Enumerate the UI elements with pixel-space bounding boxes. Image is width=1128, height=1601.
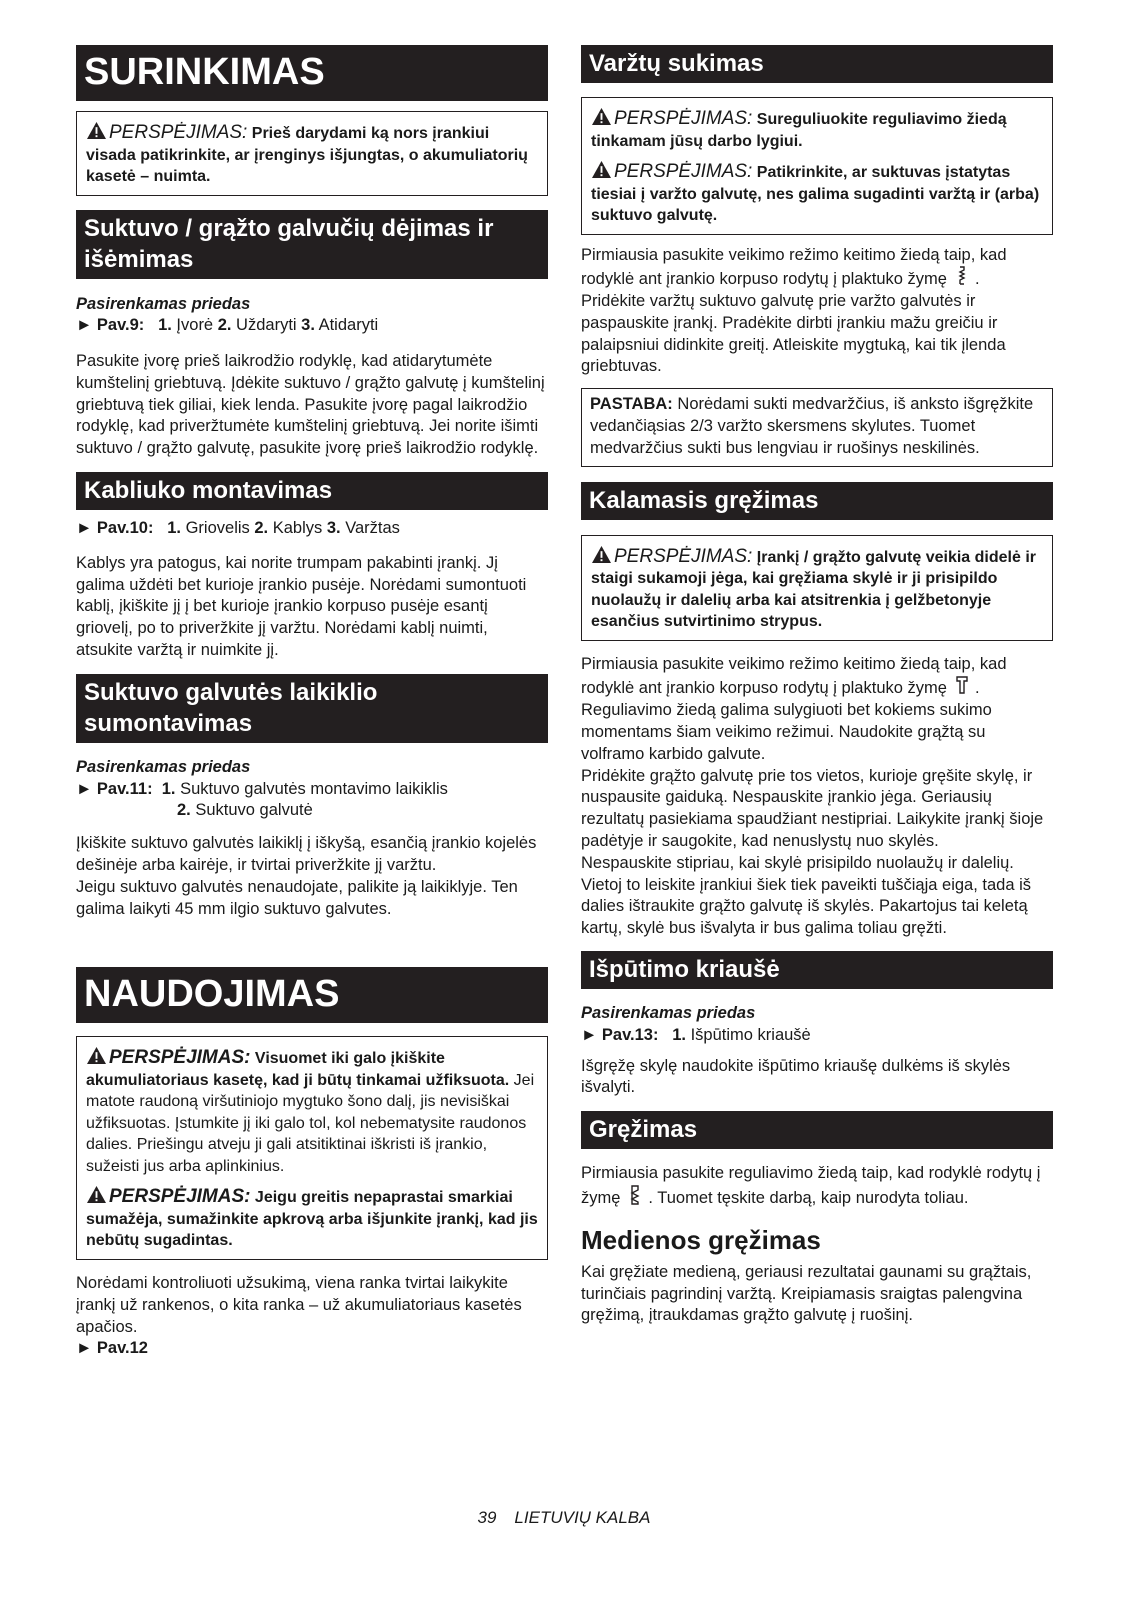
warning-label: PERSPĖJIMAS: xyxy=(614,108,753,129)
note-label: PASTABA: xyxy=(590,395,673,414)
warning-label: PERSPĖJIMAS: xyxy=(614,545,753,567)
subsection-title-wood-drilling: Medienos gręžimas xyxy=(581,1224,821,1255)
section-title-blow-out-bulb: Išpūtimo kriaušė xyxy=(581,951,1053,989)
page-number: 39 xyxy=(477,1508,497,1527)
optional-accessory-label: Pasirenkamas priedas xyxy=(76,294,251,313)
section-title-naudojimas: NAUDOJIMAS xyxy=(76,967,548,1023)
warning-triangle-icon xyxy=(591,107,612,126)
paragraph: Įkiškite suktuvo galvutės laikiklį į iškyšą, esančią įrankio kojelės dešinėje arba kairėje, ir tvirtai priveržkite jį varžtu. xyxy=(76,834,537,875)
paragraph: Pridėkite varžtų suktuvo galvutę prie varžto galvutės ir paspauskite įrankį. Pradėkite dirbti įrankiu mažu greičiu ir palaipsniui didinkite greitį. Atleiskite mygtuką, kai tik įlenda griebtuvas. xyxy=(581,292,1006,376)
section-title-screwdriving: Varžtų sukimas xyxy=(581,45,1053,83)
warning-triangle-icon xyxy=(86,1185,107,1204)
page-footer xyxy=(0,1507,1128,1529)
warning-text: PERSPĖJIMAS: Jeigu greitis nepaprastai smarkiai sumažėja, sumažinkite apkrovą arba išjunkite įrankį, kad jis nebūtų sugadintas. xyxy=(86,1186,538,1250)
warning-box xyxy=(581,535,1053,641)
left-column xyxy=(76,45,548,1360)
warning-box xyxy=(76,111,548,196)
figure-reference: ► Pav.10: 1. Griovelis 2. Kablys 3. Varžtas xyxy=(76,519,400,538)
note-text: PASTABA: Norėdami sukti medvaržčius, iš anksto išgręžkite vedančiąsias 2/3 varžto skersmens skylutes. Tuomet medvaržčius sukti bus lengviau ir ruošinys neskilinės. xyxy=(590,395,1034,457)
paragraph: Pirmiausia pasukite reguliavimo žiedą taip, kad rodyklė rodytų į žymę . Tuomet tęskite darbą, kaip nurodyta toliau. xyxy=(581,1164,1041,1208)
section-title-bit-holder: Suktuvo galvutės laikiklio sumontavimas xyxy=(76,674,548,743)
figure-reference-item: 2. Suktuvo galvutė xyxy=(177,801,313,820)
warning-label: PERSPĖJIMAS: xyxy=(109,122,248,143)
paragraph: Pirmiausia pasukite veikimo režimo keitimo žiedą taip, kad rodyklė ant įrankio korpuso rodytų į plaktuko žymę . xyxy=(581,245,1007,289)
warning-text: PERSPĖJIMAS: Patikrinkite, ar suktuvas įstatytas tiesiai į varžto galvutę, nes galima sugadinti varžtą ir (arba) suktuvo galvutę. xyxy=(591,161,1040,224)
warning-text: PERSPĖJIMAS: Įrankį / grąžto galvutę veikia didelė ir staigi sukamoji jėga, kai gręžiama skylė ir ji prisipildo nuolaužų ir dalelių arba kai atsitrenkia į gelžbetonyje esančius sutvirtinimo strypus. xyxy=(591,545,1036,631)
optional-accessory-label: Pasirenkamas priedas xyxy=(581,1004,756,1023)
section-title-hammer-drilling: Kalamasis gręžimas xyxy=(581,482,1053,520)
warning-label: PERSPĖJIMAS: xyxy=(109,1186,251,1208)
figure-reference: ► Pav.12 xyxy=(76,1339,148,1358)
warning-label: PERSPĖJIMAS: xyxy=(109,1047,251,1069)
optional-accessory-label: Pasirenkamas priedas xyxy=(76,757,251,776)
screw-mode-icon xyxy=(955,266,969,286)
warning-box xyxy=(76,1036,548,1260)
warning-label: PERSPĖJIMAS: xyxy=(614,161,753,182)
paragraph: Nespauskite stipriau, kai skylė prisipildo nuolaužų ir dalelių. Vietoj to leiskite įrankiui šiek tiek paveikti tuščiąja eiga, tada iš dalies ištraukite grąžto galvutę iš skylės. Pakartojus tai keletą kartų, skylė bus išvalyta ir bus galima toliau gręžti. xyxy=(581,853,1032,938)
warning-triangle-icon xyxy=(591,545,612,564)
warning-text: PERSPĖJIMAS: Visuomet iki galo įkiškite akumuliatoriaus kasetę, kad ji būtų tinkamai užfiksuota. Jei matote raudoną viršutiniojo mygtuko šono dalį, jis nevisiškai užfiksuotas. Įstumkite jį iki galo tol, kol nebematysite raudonos dalies. Priešingu atveju ji gali atsitiktinai iškristi iš įrankio, sužeisti jus arba aplinkinius. xyxy=(86,1047,535,1175)
footer-language: LIETUVIŲ KALBA xyxy=(514,1508,651,1527)
warning-triangle-icon xyxy=(86,1046,107,1065)
warning-text: PERSPĖJIMAS: Sureguliuokite reguliavimo žiedą tinkamam jūsų darbo lygiui. xyxy=(591,108,1007,150)
paragraph: Kablys yra patogus, kai norite trumpam pakabinti įrankį. Jį galima uždėti bet kurioje įrankio pusėje. Norėdami sumontuoti kablį, įkiškite jį į bet kurioje įrankio korpuso pusėje esantį griovelį, po to priveržkite jį varžtu. Norėdami kablį nuimti, atsukite varžtą ir nuimkite jį. xyxy=(76,553,527,660)
warning-text: PERSPĖJIMAS: Prieš darydami ką nors įrankiui visada patikrinkite, ar įrenginys išjungtas, o akumuliatorių kasetė – nuimta. xyxy=(86,122,528,185)
figure-reference: ► Pav.11: 1. Suktuvo galvutės montavimo laikiklis xyxy=(76,779,448,798)
paragraph: Išgręžę skylę naudokite išpūtimo kriaušę dulkėms iš skylės išvalyti. xyxy=(581,1056,1011,1097)
section-title-bit-install: Suktuvo / grąžto galvučių dėjimas ir išėmimas xyxy=(76,210,548,279)
right-column xyxy=(581,45,1053,1327)
section-title-drilling: Gręžimas xyxy=(581,1111,1053,1149)
paragraph: Pasukite įvorę prieš laikrodžio rodyklę, kad atidarytumėte kumštelinį griebtuvą. Įdėkite suktuvo / grąžto galvutę į kumštelinį griebtuvą tiek giliai, kiek lenda. Pasukite įvorę pagal laikrodžio rodyklę, kad priveržtumėte kumštelinį griebtuvą. Jei norite išimti suktuvo / grąžto galvutę, pasukite įvorę prieš laikrodžio rodyklę. xyxy=(76,352,545,458)
warning-triangle-icon xyxy=(591,160,612,179)
paragraph: Jeigu suktuvo galvutės nenaudojate, palikite ją laikiklyje. Ten galima laikyti 45 mm ilgio suktuvo galvutes. xyxy=(76,877,518,918)
drill-mode-icon xyxy=(628,1185,642,1205)
warning-triangle-icon xyxy=(86,121,107,140)
figure-reference: ► Pav.9: 1. Įvorė 2. Uždaryti 3. Atidaryti xyxy=(76,316,379,335)
paragraph: Pirmiausia pasukite veikimo režimo keitimo žiedą taip, kad rodyklė ant įrankio korpuso rodytų į plaktuko žymę . Reguliavimo žiedą galima sulygiuoti bet kokiems sukimo momentams šiam veikimo režimui. Naudokite grąžtą su volframo karbido galvute. xyxy=(581,654,1007,763)
paragraph: Norėdami kontroliuoti užsukimą, viena ranka tvirtai laikykite įrankį už rankenos, o kita ranka – už akumuliatoriaus kasetės apačios. xyxy=(76,1273,522,1336)
paragraph: Kai gręžiate medieną, geriausi rezultatai gaunami su grąžtais, turinčiais pagrindinį varžtą. Kreipiamasis sraigtas palengvina gręžimą, įtraukdamas grąžto galvutę į ruošinį. xyxy=(581,1262,1032,1325)
section-title-surinkimas: SURINKIMAS xyxy=(76,45,548,101)
paragraph: Pridėkite grąžto galvutę prie tos vietos, kurioje gręšite skylę, ir nuspausite gaiduką. Nespauskite įrankio jėga. Geriausių rezultatų pasiekiama spaudžiant nestipriai. Laikykite įrankį šioje padėtyje ir saugokite, kad nenuslystų nuo skylės. xyxy=(581,766,1044,851)
section-title-hook: Kabliuko montavimas xyxy=(76,472,548,510)
note-box xyxy=(581,388,1053,466)
figure-reference: ► Pav.13: 1. Išpūtimo kriaušė xyxy=(581,1025,811,1044)
hammer-drill-mode-icon xyxy=(955,675,969,695)
warning-box xyxy=(581,97,1053,235)
